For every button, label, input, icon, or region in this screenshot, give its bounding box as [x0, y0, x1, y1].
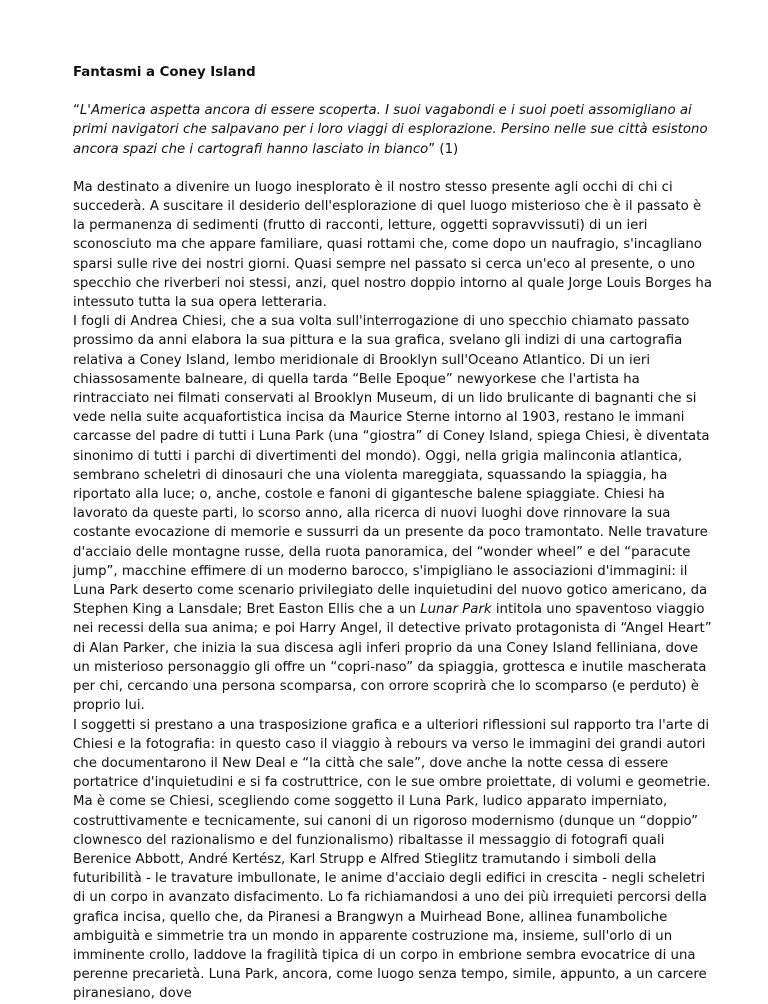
paragraph-2 [73, 312, 713, 715]
document-page [73, 63, 713, 1004]
book-title-lunar-park: Lunar Park [420, 602, 492, 618]
document-title: Fantasmi a Coney Island [73, 65, 256, 80]
paragraph-2-text-a: I fogli di Andrea Chiesi, che a sua volta sull'interrogazione di uno specchio chiamato passato prossimo da anni elabora la sua pittura e la sua grafica, svelano gli indizi di una cartografia relativa a Coney Island, lembo meridionale di Brooklyn sull'Oceano Atlantico. Di un ieri chiassosamente balneare, di quella tarda “Belle Epoque” newyorkese che l'artista ha rintracciato nei filmati conservati al Brooklyn Museum, di un lido brulicante di bagnanti che si vede nella suite acquafortistica incisa da Maurice Sterne intorno al 1903, restano le immani carcasse del padre di tutti i Luna Park (una “giostra” di Coney Island, spiega Chiesi, è diventata sinonimo di tutti i parchi di divertimenti del mondo). Oggi, nella grigia malinconia atlantica, sembrano scheletri di dinosauri che una violenta mareggiata, squassando la spiaggia, ha riportato alla luce; o, anche, costole e fanoni di gigantesche balene spiaggiate. Chiesi ha lavorato da queste parti, lo scorso anno, alla ricerca di nuovi luoghi dove rinnovare la sua costante evocazione di memorie e sussurri da un presente da poco tramontato. Nelle travature d'acciaio delle montagne russe, della ruota panoramica, del “wonder wheel” e del “paracute jump”, macchine effimere di un moderno barocco, s'impigliano le associazioni d'immagini: il Luna Park deserto come scenario privilegiato delle inquietudini del nuovo gotico americano, da Stephen King a Lansdale; Bret Easton Ellis che a un [73, 314, 710, 618]
quote-text: L'America aspetta ancora di essere scoperta. I suoi vagabondi e i suoi poeti assomigliano ai primi navigatori che salpavano per i loro viaggi di esplorazione. Persino nelle sue città esistono ancora spazi che i cartografi hanno lasciato in bianco [73, 103, 708, 157]
paragraph-2-text-b: intitola uno spaventoso viaggio nei recessi della sua anima; e poi Harry Angel, il detective privato protagonista di “Angel Heart” di Alan Parker, che inizia la sua discesa agli inferi proprio da una Coney Island felliniana, dove un misterioso personaggio gli offre un “copri-naso” da spiaggia, grottesca e inutile mascherata per chi, cercando una persona scomparsa, con orrore scoprirà che lo scomparso (e perduto) è proprio lui. [73, 602, 712, 714]
paragraph-3: I soggetti si prestano a una trasposizione grafica e a ulteriori riflessioni sul rapporto tra l'arte di Chiesi e la fotografia: in questo caso il viaggio à rebours va verso le immagini dei grandi autori che documentarono il New Deal e “la città che sale”, dove anche la notte cessa di essere portatrice d'inquietudini e si fa costruttrice, con le sue ombre proiettate, di volumi e geometrie. Ma è come se Chiesi, scegliendo come soggetto il Luna Park, ludico apparato imperniato, costruttivamente e tecnicamente, sui canoni di un rigoroso modernismo (dunque un “doppio” clownesco del razionalismo e del funzionalismo) ribaltasse il messaggio di fotografi quali Berenice Abbott, André Kertész, Karl Strupp e Alfred Stieglitz tramutando i simboli della futuribilità - le travature imbullonate, le anime d'acciaio degli edifici in crescita - negli scheletri di un corpo in avanzato disfacimento. Lo fa richiamandosi a uno dei più irrequieti percorsi della grafica incisa, quello che, da Piranesi a Brangwyn a Muirhead Bone, allinea funamboliche ambiguità e simmetrie tra un mondo in apparente costruzione ma, insieme, sull'orlo di un imminente crollo, laddove la fragilità tipica di un corpo in embrione sembra evocatrice di una perenne precarietà. Luna Park, ancora, come luogo senza tempo, simile, appunto, a un carcere piranesiano, dove [73, 717, 711, 1002]
quote-close-and-note: ” (1) [428, 141, 459, 157]
paragraph-1: Ma destinato a divenire un luogo inesplorato è il nostro stesso presente agli occhi di chi ci succederà. A suscitare il desiderio dell'esplorazione di quel luogo misterioso che è il passato è la permanenza di sedimenti (frutto di racconti, letture, oggetti sopravvissuti) di un ieri sconosciuto ma che appare familiare, quasi rottami che, come dopo un naufragio, s'incagliano sparsi sulle rive dei nostri giorni. Quasi sempre nel passato si cerca un'eco al presente, o uno specchio che riverberi noi stessi, anzi, quel nostro doppio intorno al quale Jorge Louis Borges ha intessuto tutta la sua opera letteraria. [73, 179, 712, 311]
quote-open-mark: “ [73, 103, 80, 119]
epigraph-quote [73, 101, 713, 159]
